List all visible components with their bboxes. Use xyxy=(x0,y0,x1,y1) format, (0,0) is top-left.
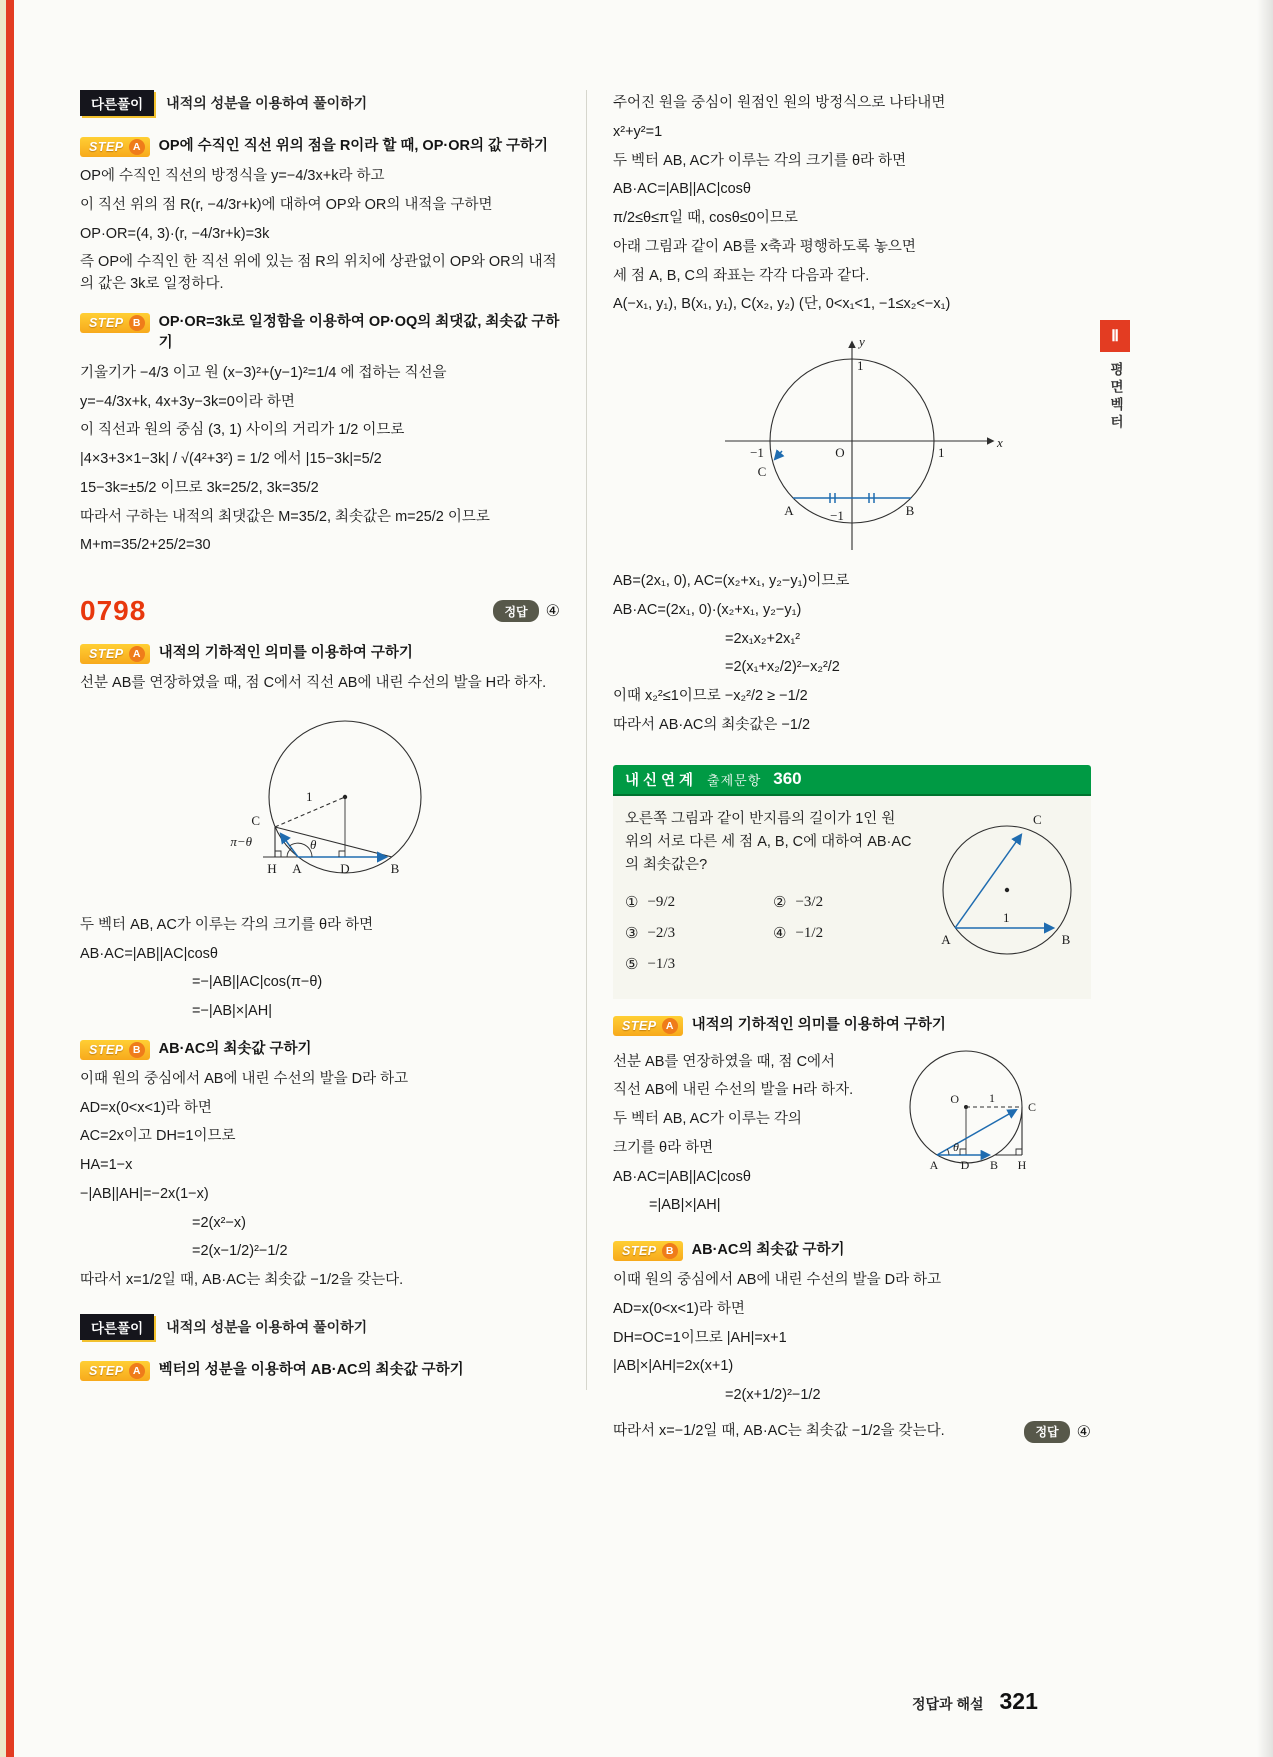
alt-solution-title: 내적의 성분을 이용하여 풀이하기 xyxy=(166,1318,368,1335)
final-answer-row xyxy=(613,1414,1091,1450)
problem-header xyxy=(80,595,560,627)
text-line: 두 벡터 AB, AC가 이루는 각의 크기를 θ라 하면 xyxy=(613,152,907,169)
step-badge xyxy=(80,644,150,664)
diagram2-tick-1-right: 1 xyxy=(938,445,945,460)
quiz-question: 오른쪽 그림과 같이 반지름의 길이가 1인 원 위의 서로 다른 세 점 A, B, C에 대하여 AB·AC의 최솟값은? xyxy=(625,810,912,873)
circle-figure-1 xyxy=(160,705,480,905)
diagram4-center-o: O xyxy=(950,1091,959,1106)
step-word: STEP xyxy=(89,315,124,330)
choice-marker: ② xyxy=(773,895,787,912)
diagram1-point-c: C xyxy=(251,812,260,828)
diagram-quiz-circle xyxy=(917,808,1097,983)
page-curl-shade xyxy=(1257,0,1273,1757)
text-line: 이 직선 위의 점 R(r, −4/3r+k)에 대하여 OP와 OR의 내적을 구하면 xyxy=(80,196,493,213)
diagram1-point-h: H xyxy=(267,860,277,876)
circle-figure-4 xyxy=(861,1045,1091,1195)
text-line: 따라서 AB·AC의 최솟값은 −1/2 xyxy=(613,716,811,733)
step-letter-icon: A xyxy=(129,1363,145,1379)
step-badge xyxy=(80,313,150,333)
text-line: 크기를 θ라 하면 xyxy=(613,1139,714,1156)
diagram-0798-circle xyxy=(80,705,560,905)
choice-value: −3/2 xyxy=(795,894,824,911)
step-letter-icon: A xyxy=(662,1018,678,1034)
answer-number: ④ xyxy=(545,603,560,621)
step-header-qb xyxy=(613,1240,1091,1261)
step-badge xyxy=(613,1241,683,1261)
text-line: 이때 원의 중심에서 AB에 내린 수선의 발을 D라 하고 xyxy=(613,1272,942,1289)
step-badge xyxy=(613,1016,683,1036)
step-header-qa xyxy=(613,1015,1091,1036)
step-title: 내적의 기하적인 의미를 이용하여 구하기 xyxy=(158,645,413,662)
chapter-side-tab xyxy=(1100,320,1130,432)
step-header-a1 xyxy=(80,136,560,157)
step-header-a2 xyxy=(80,643,560,664)
math-line: =2(x−1/2)²−1/2 xyxy=(192,1243,288,1260)
diagram4-radius-label: 1 xyxy=(989,1090,995,1105)
alt-solution-header-1 xyxy=(80,90,560,120)
step-header-b1 xyxy=(80,312,560,354)
text-line: 선분 AB를 연장하였을 때, 점 C에서 xyxy=(613,1053,836,1070)
diagram3-point-a: A xyxy=(941,931,951,947)
text-line: OP에 수직인 직선의 방정식을 y=−4/3x+k라 하고 xyxy=(80,168,385,185)
text-line: 기울기가 −4/3 이고 원 (x−3)²+(y−1)²=1/4 에 접하는 직선을 xyxy=(80,364,447,381)
math-line: OP·OR=(4, 3)·(r, −4/3r+k)=3k xyxy=(80,225,270,242)
choice-marker: ⑤ xyxy=(625,957,639,974)
answer-label: 정답 xyxy=(1024,1421,1069,1443)
answer-label: 정답 xyxy=(493,600,538,622)
diagram1-point-b: B xyxy=(390,860,400,876)
diagram4-point-c: C xyxy=(1028,1099,1037,1114)
diagram1-angle-pi-theta: π−θ xyxy=(230,833,252,849)
math-line: −|AB||AH|=−2x(1−x) xyxy=(80,1185,209,1202)
math-line: |4×3+3×1−3k| / √(4²+3²) = 1/2 에서 |15−3k|=5/2 xyxy=(80,451,382,468)
math-line: DH=OC=1이므로 |AH|=x+1 xyxy=(613,1329,787,1346)
math-line: A(−x₁, y₁), B(x₁, y₁), C(x₂, y₂) (단, 0<x₁<1, −1≤x₂<−x₁) xyxy=(613,296,951,313)
math-line: =2x₁x₂+2x₁² xyxy=(725,630,801,647)
step-title: AB·AC의 최솟값 구하기 xyxy=(158,1040,312,1057)
math-line: AB·AC=(2x₁, 0)·(x₂+x₁, y₂−y₁) xyxy=(613,601,802,618)
problem-number: 0798 xyxy=(80,595,147,627)
step-title: OP·OR=3k로 일정함을 이용하여 OP·OQ의 최댓값, 최솟값 구하기 xyxy=(158,313,560,351)
math-line: 15−3k=±5/2 이므로 3k=25/2, 3k=35/2 xyxy=(80,479,319,496)
choice-marker: ④ xyxy=(773,926,787,943)
math-line: AB=(2x₁, 0), AC=(x₂+x₁, y₂−y₁)이므로 xyxy=(613,573,850,589)
text-line: 따라서 x=−1/2일 때, AB·AC는 최솟값 −1/2을 갖는다. xyxy=(613,1422,945,1439)
choice-1 xyxy=(625,893,765,912)
step-word: STEP xyxy=(89,1042,124,1057)
right-column xyxy=(613,86,1091,1450)
answer-badge xyxy=(493,600,560,622)
step-badge xyxy=(80,1040,150,1060)
choice-value: −1/2 xyxy=(795,925,824,942)
choice-3 xyxy=(625,924,765,943)
text-line: 즉 OP에 수직인 한 직선 위에 있는 점 R의 위치에 상관없이 OP와 OR의 내적의 값은 3k로 일정하다. xyxy=(80,254,557,293)
step-letter-icon: B xyxy=(129,1042,145,1058)
math-line: |AB|×|AH|=2x(x+1) xyxy=(613,1358,734,1375)
step-word: STEP xyxy=(89,1363,124,1378)
choice-marker: ③ xyxy=(625,926,639,943)
step-title: 내적의 기하적인 의미를 이용하여 구하기 xyxy=(691,1016,946,1033)
diagram2-point-b: B xyxy=(905,503,915,518)
alt-solution-badge: 다른풀이 xyxy=(80,1314,154,1340)
spine-red-stripe xyxy=(6,0,14,1757)
step-letter-icon: B xyxy=(129,315,145,331)
diagram1-radius-label: 1 xyxy=(306,788,313,804)
step-badge xyxy=(80,137,150,157)
choice-2 xyxy=(773,893,913,912)
page-content xyxy=(80,86,1091,1450)
diagram-lower-circle xyxy=(861,1045,1091,1200)
footer-label: 정답과 해설 xyxy=(912,1696,984,1712)
diagram2-point-a: A xyxy=(784,503,794,518)
diagram1-angle-theta: θ xyxy=(310,836,317,852)
text-line: 아래 그림과 같이 AB를 x축과 평행하도록 놓으면 xyxy=(613,238,916,255)
step-word: STEP xyxy=(622,1244,657,1259)
banner-subtitle: 출제문항 xyxy=(707,772,762,788)
diagram3-point-c: C xyxy=(1033,811,1042,827)
alt-solution-badge: 다른풀이 xyxy=(80,90,154,116)
text-line: 선분 AB를 연장하였을 때, 점 C에서 직선 AB에 내린 수선의 발을 H라 하자. xyxy=(80,675,547,692)
math-line: =2(x²−x) xyxy=(192,1214,246,1231)
diagram-unit-circle xyxy=(613,326,1091,561)
column-divider xyxy=(586,90,587,1390)
step-a-with-diagram xyxy=(613,1045,1091,1225)
math-line: AD=x(0<x<1)라 하면 xyxy=(80,1099,212,1116)
math-line: AB·AC=|AB||AC|cosθ xyxy=(613,1168,751,1185)
banner-title: 내신연계 xyxy=(625,772,698,789)
text-line: 세 점 A, B, C의 좌표는 각각 다음과 같다. xyxy=(613,267,870,284)
step-letter-icon: B xyxy=(662,1243,678,1259)
text-line: 두 벡터 AB, AC가 이루는 각의 xyxy=(613,1111,802,1128)
text-line: 두 벡터 AB, AC가 이루는 각의 크기를 θ라 하면 xyxy=(80,916,374,933)
math-line: x²+y²=1 xyxy=(613,123,663,140)
linked-quiz-box xyxy=(613,796,1091,999)
diagram1-point-a: A xyxy=(292,860,302,876)
math-line: =−|AB||AC|cos(π−θ) xyxy=(192,974,323,991)
page-number: 321 xyxy=(999,1688,1038,1714)
diagram2-tick-1-top: 1 xyxy=(857,358,864,373)
math-line: AB·AC=|AB||AC|cosθ xyxy=(613,181,751,198)
text-line: 이때 원의 중심에서 AB에 내린 수선의 발을 D라 하고 xyxy=(80,1070,409,1087)
chapter-title-vertical: 평면벡터 xyxy=(1108,362,1123,432)
answer-number: ④ xyxy=(1076,1423,1091,1441)
step-word: STEP xyxy=(89,140,124,154)
step-letter-icon: A xyxy=(129,139,145,155)
text-line: 직선 AB에 내린 수선의 발을 H라 하자. xyxy=(613,1082,854,1099)
diagram3-point-b: B xyxy=(1061,931,1071,947)
step-header-a3 xyxy=(80,1360,560,1381)
text-line: 주어진 원을 중심이 원점인 원의 방정식으로 나타내면 xyxy=(613,95,946,111)
diagram4-point-b: B xyxy=(989,1157,999,1172)
choice-5 xyxy=(625,955,765,974)
step-badge xyxy=(80,1361,150,1381)
choice-value: −2/3 xyxy=(647,925,676,942)
diagram2-y-axis-label: y xyxy=(859,334,865,349)
diagram4-point-a: A xyxy=(929,1157,939,1172)
math-line: =2(x₁+x₂/2)²−x₂²/2 xyxy=(725,659,840,676)
diagram4-point-d: D xyxy=(960,1157,970,1172)
text-line: 이 직선과 원의 중심 (3, 1) 사이의 거리가 1/2 이므로 xyxy=(80,422,405,439)
quiz-text-block xyxy=(625,808,913,983)
answer-badge xyxy=(1024,1421,1091,1443)
text-line: 따라서 x=1/2일 때, AB·AC는 최솟값 −1/2을 갖는다. xyxy=(80,1272,404,1289)
step-title: OP에 수직인 직선 위의 점을 R이라 할 때, OP·OR의 값 구하기 xyxy=(158,138,549,154)
diagram2-origin-label: O xyxy=(835,445,845,460)
math-line: M+m=35/2+25/2=30 xyxy=(80,537,211,554)
step-a-text xyxy=(613,1045,859,1225)
page-footer xyxy=(912,1688,1038,1715)
math-line: HA=1−x xyxy=(80,1157,133,1174)
math-line: =−|AB|×|AH| xyxy=(192,1003,272,1020)
school-link-banner xyxy=(613,765,1091,796)
diagram2-x-axis-label: x xyxy=(997,435,1003,450)
math-line: 이때 x₂²≤1이므로 −x₂²/2 ≥ −1/2 xyxy=(613,688,808,704)
diagram2-point-c: C xyxy=(757,464,767,479)
alt-solution-title: 내적의 성분을 이용하여 풀이하기 xyxy=(166,95,368,111)
diagram2-tick-neg1-left: −1 xyxy=(750,445,764,460)
circle-figure-3 xyxy=(917,808,1097,978)
circle-figure-2 xyxy=(687,326,1017,561)
quiz-choices xyxy=(625,893,913,974)
left-column xyxy=(80,86,560,1450)
text-line: 따라서 구하는 내적의 최댓값은 M=35/2, 최솟값은 m=25/2 이므로 xyxy=(80,508,490,525)
step-title: 벡터의 성분을 이용하여 AB·AC의 최솟값 구하기 xyxy=(158,1361,464,1378)
diagram1-point-d: D xyxy=(340,860,350,876)
math-line: AB·AC=|AB||AC|cosθ xyxy=(80,945,218,962)
step-title: AB·AC의 최솟값 구하기 xyxy=(691,1242,845,1259)
text-line: π/2≤θ≤π일 때, cosθ≤0이므로 xyxy=(613,210,798,226)
step-word: STEP xyxy=(89,647,124,662)
chapter-roman-numeral: Ⅱ xyxy=(1100,320,1130,352)
step-word: STEP xyxy=(622,1018,657,1033)
step-header-b2 xyxy=(80,1039,560,1060)
math-line: =2(x+1/2)²−1/2 xyxy=(725,1387,821,1404)
choice-value: −9/2 xyxy=(647,894,676,911)
math-line: AD=x(0<x<1)라 하면 xyxy=(613,1300,745,1317)
step-letter-icon: A xyxy=(129,646,145,662)
choice-marker: ① xyxy=(625,895,639,912)
alt-solution-header-2 xyxy=(80,1314,560,1344)
choice-value: −1/3 xyxy=(647,956,676,973)
diagram3-chord-length: 1 xyxy=(1003,909,1010,925)
math-line: =|AB|×|AH| xyxy=(649,1197,721,1214)
diagram2-tick-neg1-bottom: −1 xyxy=(830,508,844,523)
text-line: y=−4/3x+k, 4x+3y−3k=0이라 하면 xyxy=(80,393,295,410)
math-line: AC=2x이고 DH=1이므로 xyxy=(80,1128,236,1145)
choice-4 xyxy=(773,924,913,943)
diagram4-point-h: H xyxy=(1017,1157,1027,1172)
banner-problem-number: 360 xyxy=(773,769,802,788)
diagram4-angle-theta: θ xyxy=(953,1139,959,1154)
